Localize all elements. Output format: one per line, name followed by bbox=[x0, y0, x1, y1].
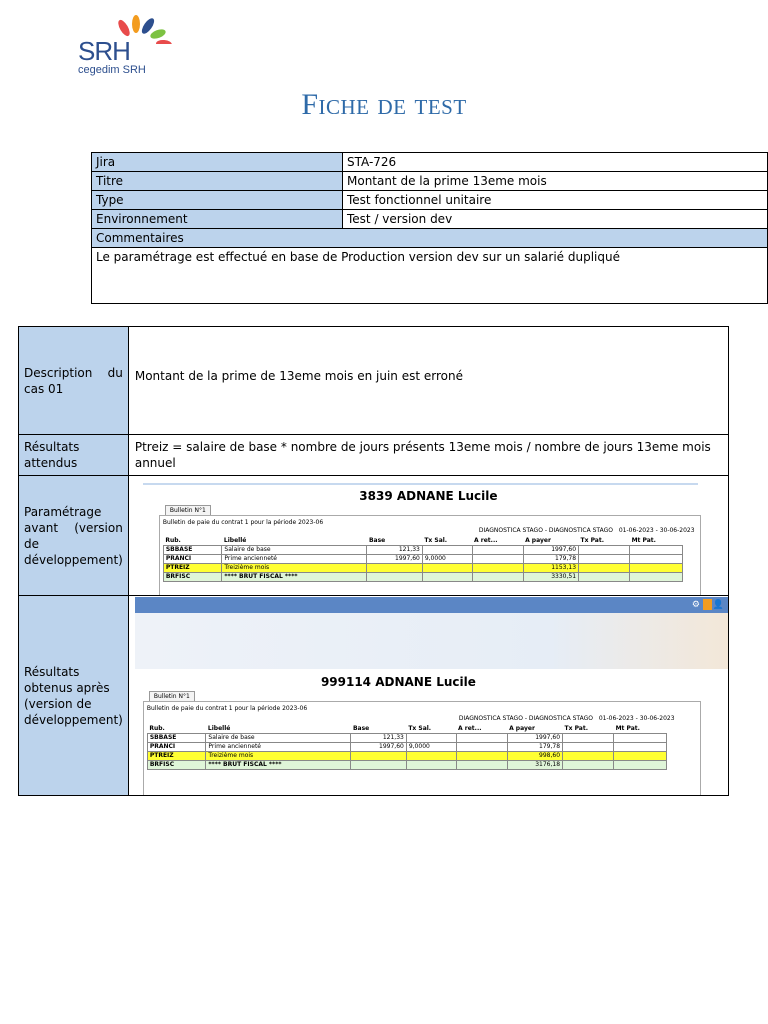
col-base: Base bbox=[368, 537, 386, 544]
cell: SBBASE bbox=[163, 545, 222, 554]
cell: 1997,60 bbox=[367, 554, 422, 563]
cell: 121,33 bbox=[351, 733, 406, 742]
banner-image bbox=[135, 613, 728, 669]
before-screenshot bbox=[129, 477, 728, 595]
cell bbox=[406, 733, 456, 742]
cell: BRFISC bbox=[147, 760, 206, 769]
cell bbox=[456, 751, 507, 760]
app-toolbar bbox=[135, 597, 728, 613]
cell bbox=[579, 554, 630, 563]
table-row bbox=[163, 554, 682, 563]
period-text: Bulletin de paie du contrat 1 pour la période 2023-06 bbox=[146, 704, 308, 712]
table-row bbox=[19, 327, 729, 435]
info-table bbox=[91, 152, 768, 304]
company-text: DIAGNOSTICA STAGO - DIAGNOSTICA STAGO bbox=[478, 526, 613, 534]
cell: SBBASE bbox=[147, 733, 206, 742]
cell bbox=[406, 751, 456, 760]
col-txpat: Tx Pat. bbox=[564, 725, 588, 732]
cell: 121,33 bbox=[367, 545, 422, 554]
col-rub: Rub. bbox=[149, 725, 165, 732]
type-label: Type bbox=[92, 191, 343, 210]
cell bbox=[579, 545, 630, 554]
col-txsal: Tx Sal. bbox=[408, 725, 432, 732]
cell: 1997,60 bbox=[523, 545, 578, 554]
col-libelle: Libellé bbox=[207, 725, 231, 732]
comment-label: Commentaires bbox=[92, 229, 768, 248]
expected-value: Ptreiz = salaire de base * nombre de jours présents 13eme mois / nombre de jours 13eme mois annuel bbox=[128, 435, 728, 476]
cell bbox=[456, 760, 507, 769]
logo-subtitle: cegedim SRH bbox=[78, 64, 146, 76]
cell bbox=[630, 563, 683, 572]
cell bbox=[422, 545, 472, 554]
cell bbox=[351, 751, 406, 760]
dates-text: 01-06-2023 - 30-06-2023 bbox=[598, 714, 675, 722]
bulletin-table bbox=[147, 725, 667, 770]
dates-text: 01-06-2023 - 30-06-2023 bbox=[618, 526, 695, 534]
cell: Treizième mois bbox=[206, 751, 351, 760]
cell: Prime ancienneté bbox=[206, 742, 351, 751]
description-value: Montant de la prime de 13eme mois en juin est erroné bbox=[128, 327, 728, 435]
cell bbox=[563, 742, 614, 751]
table-row bbox=[19, 596, 729, 796]
cell bbox=[579, 563, 630, 572]
srh-logo bbox=[78, 14, 178, 80]
table-row bbox=[163, 572, 682, 581]
cell: 3176,18 bbox=[507, 760, 562, 769]
cell: 1997,60 bbox=[507, 733, 562, 742]
jira-label: Jira bbox=[92, 153, 343, 172]
description-label: Description du cas 01 bbox=[19, 327, 129, 435]
jira-value: STA-726 bbox=[343, 153, 768, 172]
cell bbox=[630, 572, 683, 581]
col-rub: Rub. bbox=[165, 537, 181, 544]
after-screenshot bbox=[129, 597, 728, 795]
cell bbox=[472, 545, 523, 554]
col-txpat: Tx Pat. bbox=[580, 537, 604, 544]
before-label: Paramétrage avant (version de développement) bbox=[19, 476, 129, 596]
table-row-highlighted bbox=[147, 751, 666, 760]
expected-label: Résultats attendus bbox=[19, 435, 129, 476]
cell bbox=[563, 760, 614, 769]
env-value: Test / version dev bbox=[343, 210, 768, 229]
cell bbox=[630, 545, 683, 554]
cell bbox=[367, 572, 422, 581]
table-row bbox=[92, 172, 768, 191]
cell: Treizième mois bbox=[222, 563, 367, 572]
table-row bbox=[147, 742, 666, 751]
cell: 179,78 bbox=[507, 742, 562, 751]
cell: Prime ancienneté bbox=[222, 554, 367, 563]
table-row bbox=[92, 191, 768, 210]
table-row-highlighted bbox=[163, 563, 682, 572]
page-title: Fiche de test bbox=[301, 88, 467, 121]
col-txsal: Tx Sal. bbox=[424, 537, 448, 544]
cell: PTREIZ bbox=[163, 563, 222, 572]
cell: BRFISC bbox=[163, 572, 222, 581]
period-text: Bulletin de paie du contrat 1 pour la période 2023-06 bbox=[162, 518, 324, 526]
titre-label: Titre bbox=[92, 172, 343, 191]
col-aret: A ret... bbox=[474, 537, 498, 544]
after-screenshot-cell bbox=[128, 596, 728, 796]
cell bbox=[456, 733, 507, 742]
cell bbox=[614, 733, 667, 742]
cell bbox=[472, 572, 523, 581]
table-row bbox=[92, 210, 768, 229]
bulletin-table bbox=[163, 537, 683, 582]
cell bbox=[614, 760, 667, 769]
cell bbox=[614, 751, 667, 760]
cell: 1997,60 bbox=[351, 742, 406, 751]
cell bbox=[472, 563, 523, 572]
col-aret: A ret... bbox=[458, 725, 482, 732]
table-row bbox=[147, 760, 666, 769]
cell bbox=[422, 563, 472, 572]
titre-value: Montant de la prime 13eme mois bbox=[343, 172, 768, 191]
type-value: Test fonctionnel unitaire bbox=[343, 191, 768, 210]
cell: 9,0000 bbox=[406, 742, 456, 751]
cell: PRANCI bbox=[147, 742, 206, 751]
cell bbox=[563, 751, 614, 760]
table-row bbox=[92, 248, 768, 304]
cell: 998,60 bbox=[507, 751, 562, 760]
comment-value: Le paramétrage est effectué en base de Production version dev sur un salarié dupliqué bbox=[92, 248, 768, 304]
logo-text: SRH bbox=[78, 36, 130, 66]
cell bbox=[351, 760, 406, 769]
cell: 9,0000 bbox=[422, 554, 472, 563]
cell: 3330,51 bbox=[523, 572, 578, 581]
employee-name: 999114 ADNANE Lucile bbox=[320, 674, 476, 689]
col-base: Base bbox=[352, 725, 370, 732]
cell: **** BRUT FISCAL **** bbox=[222, 572, 367, 581]
user-icon[interactable]: 👤 bbox=[712, 599, 724, 610]
cell bbox=[563, 733, 614, 742]
cell: **** BRUT FISCAL **** bbox=[206, 760, 351, 769]
cell: 179,78 bbox=[523, 554, 578, 563]
employee-name: 3839 ADNANE Lucile bbox=[359, 488, 498, 503]
company-text: DIAGNOSTICA STAGO - DIAGNOSTICA STAGO bbox=[458, 714, 593, 722]
before-screenshot-cell bbox=[128, 476, 728, 596]
tab-bulletin[interactable]: Bulletin N°1 bbox=[149, 691, 195, 701]
cell: 1153,13 bbox=[523, 563, 578, 572]
table-row bbox=[19, 435, 729, 476]
app-icon[interactable] bbox=[703, 599, 712, 610]
after-label: Résultats obtenus après (version de développement) bbox=[19, 596, 129, 796]
tab-bulletin[interactable]: Bulletin N°1 bbox=[165, 505, 211, 515]
col-apayer: A payer bbox=[509, 725, 535, 732]
test-case-table bbox=[18, 326, 729, 796]
table-row bbox=[19, 476, 729, 596]
table-row bbox=[92, 229, 768, 248]
cell bbox=[406, 760, 456, 769]
cell bbox=[472, 554, 523, 563]
col-mtpat: Mt Pat. bbox=[615, 725, 640, 732]
table-row bbox=[163, 545, 682, 554]
table-header-row bbox=[163, 537, 682, 546]
cell bbox=[367, 563, 422, 572]
table-row bbox=[92, 153, 768, 172]
cell bbox=[422, 572, 472, 581]
table-header-row bbox=[147, 725, 666, 734]
col-apayer: A payer bbox=[525, 537, 551, 544]
cell bbox=[456, 742, 507, 751]
table-row bbox=[147, 733, 666, 742]
col-libelle: Libellé bbox=[223, 537, 247, 544]
cell: Salaire de base bbox=[222, 545, 367, 554]
cell bbox=[630, 554, 683, 563]
col-mtpat: Mt Pat. bbox=[631, 537, 656, 544]
cell: PRANCI bbox=[163, 554, 222, 563]
cell: PTREIZ bbox=[147, 751, 206, 760]
cell bbox=[614, 742, 667, 751]
settings-icon[interactable]: ⚙ bbox=[691, 599, 700, 610]
cell: Salaire de base bbox=[206, 733, 351, 742]
cell bbox=[579, 572, 630, 581]
env-label: Environnement bbox=[92, 210, 343, 229]
